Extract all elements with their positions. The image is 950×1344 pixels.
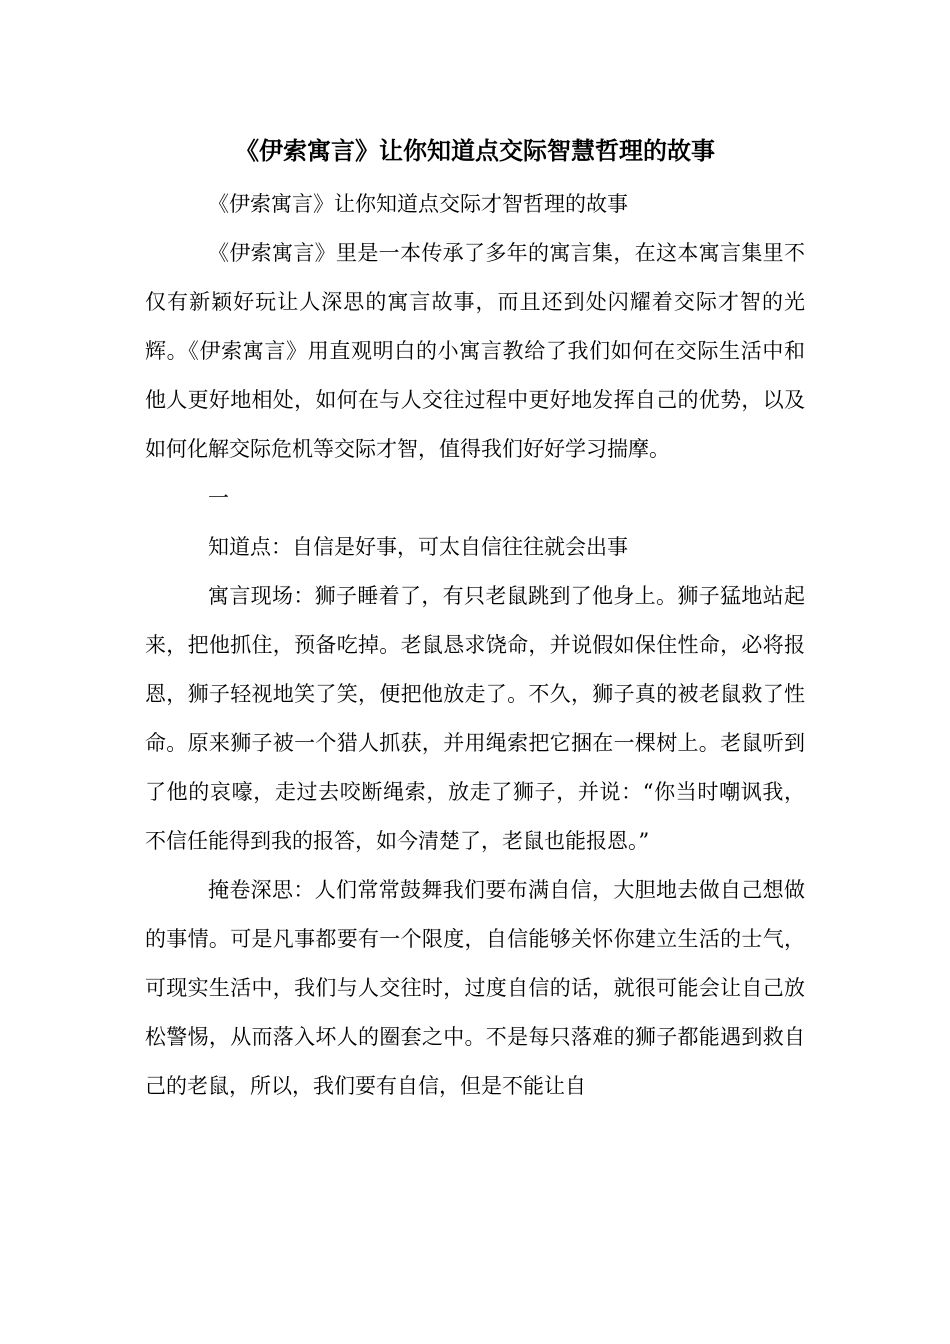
story-paragraph: 寓言现场：狮子睡着了，有只老鼠跳到了他身上。狮子猛地站起来，把他抓住，预备吃掉。老鼠恳求饶命，并说假如保住性命，必将报恩，狮子轻视地笑了笑，便把他放走了。不久，狮子真的被老鼠救了性命。原来狮子被一个猎人抓获，并用绳索把它捆在一棵树上。老鼠听到了他的哀嚎，走过去咬断绳索，放走了狮子，并说：“你当时嘲讽我，不信任能得到我的报答，如今清楚了，老鼠也能报恩。” [145, 584, 805, 853]
reflection-paragraph: 掩卷深思：人们常常鼓舞我们要布满自信，大胆地去做自己想做的事情。可是凡事都要有一个限度，自信能够关怀你建立生活的士气，可现实生活中，我们与人交往时，过度自信的话，就很可能会让自己放松警惕，从而落入坏人的圈套之中。不是每只落难的狮子都能遇到救自己的老鼠，所以，我们要有自信，但是不能让自 [145, 878, 805, 1098]
section-heading: 知道点：自信是好事，可太自信往往就会出事 [208, 535, 628, 559]
intro-paragraph: 《伊索寓言》里是一本传承了多年的寓言集，在这本寓言集里不仅有新颖好玩让人深思的寓言故事，而且还到处闪耀着交际才智的光辉。《伊索寓言》用直观明白的小寓言教给了我们如何在交际生活中和他人更好地相处，如何在与人交往过程中更好地发挥自己的优势，以及如何化解交际危机等交际才智，值得我们好好学习揣摩。 [145, 241, 805, 461]
document-body [145, 180, 805, 1111]
section-number: 一 [208, 486, 229, 510]
document-title: 《伊索寓言》让你知道点交际智慧哲理的故事 [235, 136, 715, 165]
document-subtitle: 《伊索寓言》让你知道点交际才智哲理的故事 [208, 192, 628, 216]
